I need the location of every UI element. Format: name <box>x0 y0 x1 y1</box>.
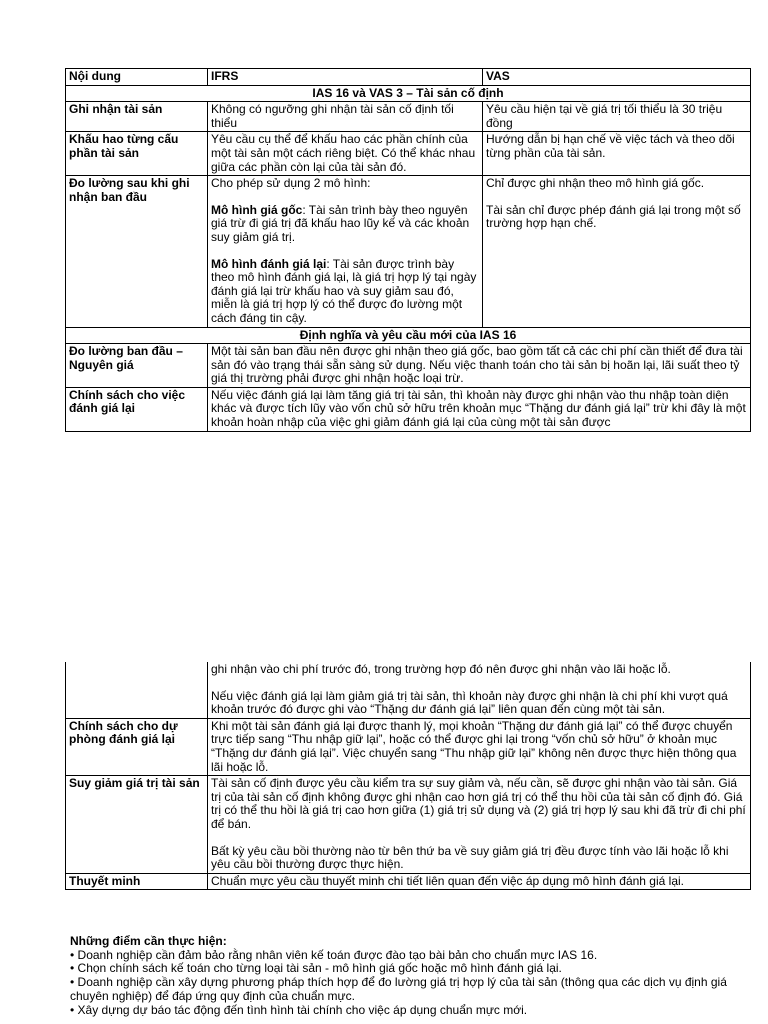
vas-paragraph: Tài sản chỉ được phép đánh giá lại trong một số trường hợp hạn chế. <box>486 202 741 231</box>
table-header-row <box>66 69 751 86</box>
table-row <box>66 176 751 327</box>
header-content: Nội dung <box>66 69 208 86</box>
description-cell: Một tài sản ban đầu nên được ghi nhận theo giá gốc, bao gồm tất cả các chi phí cần thiết để đưa tài sản đó vào trạng thái sẵn sàng sử dụng. Nếu việc thanh toán cho tài sản bị hoãn lại, lãi suất theo tỷ giá thị trường phải được ghi nhận hoặc loại trừ. <box>208 344 751 388</box>
header-vas: VAS <box>483 69 751 86</box>
section-title-ias16-vas3: IAS 16 và VAS 3 – Tài sản cố định <box>66 85 751 102</box>
paragraph: Chuẩn mực yêu cầu thuyết minh chi tiết liên quan đến việc áp dụng mô hình đánh giá lại. <box>211 873 684 888</box>
description-cell <box>208 776 751 874</box>
table-row <box>66 344 751 388</box>
row-label: Suy giảm giá trị tài sản <box>66 776 208 874</box>
reval-model-paragraph <box>211 258 479 326</box>
paragraph: Nếu việc đánh giá lại làm giảm giá trị tài sản, thì khoản này được ghi nhận là chi phí khi vượt quá khoản trước đó được ghi vào “Thặng dư đánh giá lại” liên quan đến cùng một tài sản. <box>211 688 728 717</box>
row-label: Đo lường ban đầu – Nguyên giá <box>66 344 208 388</box>
table-row <box>66 132 751 176</box>
section-title-ias16-new: Định nghĩa và yêu cầu mới của IAS 16 <box>66 327 751 344</box>
paragraph: Tài sản cố định được yêu cầu kiểm tra sự suy giảm và, nếu cần, sẽ được ghi nhận vào tài sản. Giá trị của tài sản cố định không được ghi nhận cao hơn giá trị có thể thu hồi của tài sản cố định đó. Giá trị có thể thu hồi là giá trị cao hơn giữa (1) giá trị sử dụng và (2) giá trị hợp lý sau khi đã trừ đi chi phí để bán. <box>211 776 746 831</box>
ifrs-cell <box>208 176 483 327</box>
description-cell: Nếu việc đánh giá lại làm tăng giá trị tài sản, thì khoản này được ghi nhận vào thu nhập toàn diện khác và được tích lũy vào vốn chủ sở hữu trên khoản mục “Thặng dư đánh giá lại” trừ khi đây là một khoản hoàn nhập của việc ghi giảm đánh giá lại của cùng một tài sản được <box>208 387 751 431</box>
row-label: Chính sách cho việc đánh giá lại <box>66 387 208 431</box>
paragraph: Khi một tài sản đánh giá lại được thanh lý, mọi khoản “Thặng dư đánh giá lại” có thể được chuyển trực tiếp sang “Thu nhập giữ lại”, hoặc có thể được ghi lại trong “vốn chủ sở hữu” ở khoản mục “Thặng dư đánh giá lại”. Việc chuyển sang “Thu nhập giữ lại” không nên được thực hiện thông qua lãi hoặc lỗ. <box>211 718 737 774</box>
cost-model-text: : Tài sản trình bày theo nguyên giá trừ đi giá trị đã khấu hao lũy kế và các khoản suy giảm giá trị. <box>211 202 470 244</box>
vas-cell: Yêu cầu hiện tại về giá trị tối thiểu là 30 triệu đồng <box>483 102 751 132</box>
list-item: • Chọn chính sách kế toán cho từng loại tài sản - mô hình giá gốc hoặc mô hình đánh giá lại. <box>70 961 562 976</box>
description-cell <box>208 718 751 775</box>
implementation-notes <box>70 935 750 1017</box>
row-label: Ghi nhận tài sản <box>66 102 208 132</box>
table-row <box>66 776 751 874</box>
row-label: Thuyết minh <box>66 873 208 890</box>
header-ifrs: IFRS <box>208 69 483 86</box>
ifrs-vas-comparison-table <box>65 68 751 432</box>
list-item: • Doanh nghiệp cần xây dựng phương pháp thích hợp để đo lường giá trị hợp lý của tài sản (thông qua các dịch vụ định giá chuyên nghiệp) để đáp ứng quy định của chuẩn mực. <box>70 975 727 1003</box>
description-cell <box>208 662 751 718</box>
table-row <box>66 718 751 775</box>
row-label: Chính sách cho dự phòng đánh giá lại <box>66 718 208 775</box>
list-item: • Xây dựng dự báo tác động đến tình hình tài chính cho việc áp dụng chuẩn mực mới. <box>70 1002 528 1017</box>
notes-title: Những điểm cần thực hiện: <box>70 934 227 948</box>
paragraph: Bất kỳ yêu cầu bồi thường nào từ bên thứ ba về suy giảm giá trị đều được tính vào lãi hoặc lỗ khi yêu cầu bồi thường được thực hiện. <box>211 843 729 872</box>
list-item: • Doanh nghiệp cần đảm bảo rằng nhân viên kế toán được đào tạo bài bản cho chuẩn mực IAS 16. <box>70 947 598 962</box>
vas-cell: Hướng dẫn bị hạn chế về việc tách và theo dõi từng phần của tài sản. <box>483 132 751 176</box>
vas-paragraph: Chỉ được ghi nhận theo mô hình giá gốc. <box>486 176 705 191</box>
cost-model-paragraph <box>211 204 479 245</box>
section-row <box>66 85 751 102</box>
row-label: Khấu hao từng cấu phần tài sản <box>66 132 208 176</box>
ifrs-cell: Không có ngưỡng ghi nhận tài sản cố định tối thiểu <box>208 102 483 132</box>
section-row <box>66 327 751 344</box>
row-label-empty <box>66 662 208 718</box>
paragraph: ghi nhận vào chi phí trước đó, trong trường hợp đó nên được ghi nhận vào lãi hoặc lỗ. <box>211 662 671 676</box>
reval-model-title: Mô hình đánh giá lại <box>211 256 327 271</box>
vas-cell <box>483 176 751 327</box>
table-row-continued <box>66 662 751 718</box>
row-label: Đo lường sau khi ghi nhận ban đầu <box>66 176 208 327</box>
table-row <box>66 102 751 132</box>
ifrs-intro: Cho phép sử dụng 2 mô hình: <box>211 176 371 191</box>
reval-model-text: : Tài sản được trình bày theo mô hình đánh giá lại, là giá trị hợp lý tại ngày đánh giá lại trừ khấu hao và suy giảm sau đó, miễn là giá trị hợp lý có thể được đo lường một cách đáng tin cậy. <box>211 256 477 325</box>
ifrs-vas-comparison-table-continued <box>65 662 751 890</box>
description-cell <box>208 873 751 890</box>
table-row <box>66 873 751 890</box>
cost-model-title: Mô hình giá gốc <box>211 202 303 217</box>
table-row <box>66 387 751 431</box>
ifrs-cell: Yêu cầu cụ thể để khấu hao các phần chính của một tài sản một cách riêng biệt. Có thể khác nhau giữa các phần còn lại của tài sản đó. <box>208 132 483 176</box>
